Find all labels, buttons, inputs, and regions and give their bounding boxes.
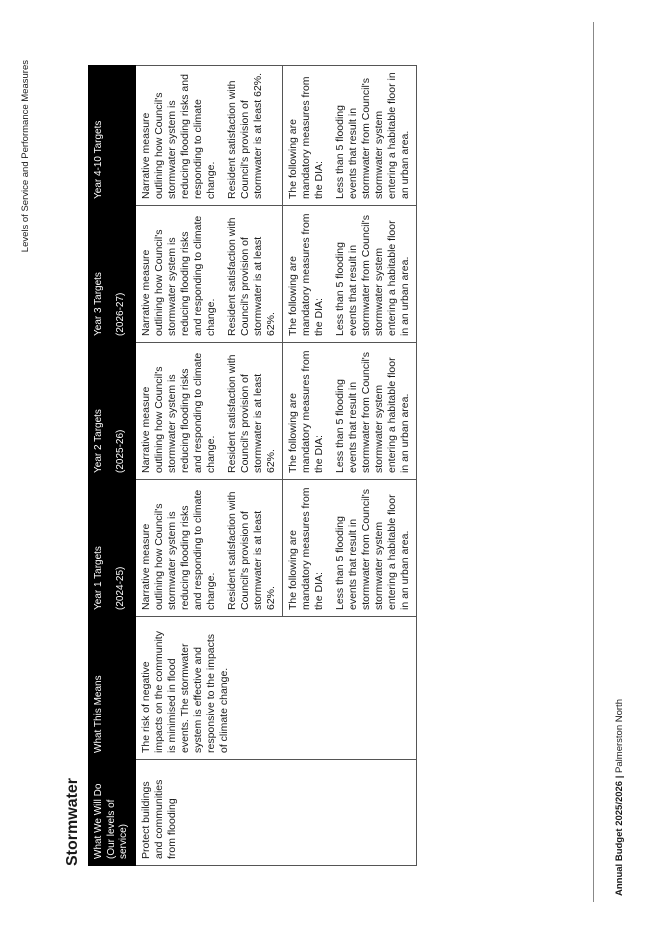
- target-dia-intro: The following are mandatory measures from the DIA:: [286, 350, 325, 473]
- footer-rule: [593, 22, 594, 902]
- target-flooding-events: Less than 5 flooding events that result in stormwater from Council's stormwater system entering a habitable floor in an urban area.: [333, 351, 411, 473]
- header-what-this-means: [89, 617, 136, 760]
- page-footer: [614, 699, 625, 896]
- header-year-1: [89, 480, 136, 617]
- target-narrative: Narrative measure outlining how Council's stormwater system is reducing flooding risks and responding to climate change.: [139, 74, 217, 199]
- target-flooding-events: Less than 5 flooding events that result in stormwater from Council's stormwater system entering a habitable floor in an urban area.: [333, 72, 411, 199]
- header-label: Year 4-10 Targets: [93, 120, 104, 199]
- target-satisfaction: Resident satisfaction with Council's provision of stormwater is at least 62%.: [225, 72, 264, 199]
- target-narrative: Narrative measure outlining how Council's stormwater system is reducing flooding risks and responding to climate change.: [139, 489, 217, 610]
- header-label: Year 3 Targets: [93, 272, 104, 336]
- year1-target-cell: [282, 480, 416, 617]
- service-text: Protect buildings and communities from flooding: [139, 779, 178, 859]
- page-header: Levels of Service and Performance Measures: [20, 60, 31, 253]
- header-year-3: [89, 206, 136, 343]
- target-flooding-events: Less than 5 flooding events that result in stormwater from Council's stormwater system entering a habitable floor in an urban area.: [333, 488, 411, 610]
- year4-10-target-cell: [135, 66, 282, 206]
- footer-organisation: Palmerston North: [614, 699, 625, 773]
- target-narrative: Narrative measure outlining how Council's stormwater system is reducing flooding risks and responding to climate change.: [139, 352, 217, 473]
- footer-separator: |: [614, 775, 625, 779]
- meaning-cell: [135, 617, 416, 760]
- header-year-2: [89, 343, 136, 480]
- header-label: What We Will Do (Our levels of service): [93, 783, 129, 859]
- section-title: Stormwater: [64, 777, 81, 866]
- year2-target-cell: [282, 343, 416, 480]
- table-row: [135, 66, 282, 866]
- target-satisfaction: Resident satisfaction with Council's provision of stormwater is at least 62%.: [225, 354, 277, 473]
- target-dia-intro: The following are mandatory measures from the DIA:: [286, 76, 325, 199]
- levels-of-service-table: [88, 65, 417, 866]
- year4-10-target-cell: [282, 66, 416, 206]
- year1-target-cell: [135, 480, 282, 617]
- header-what-we-will-do: [89, 760, 136, 866]
- target-dia-intro: The following are mandatory measures from the DIA:: [286, 487, 325, 610]
- target-narrative: Narrative measure outlining how Council's stormwater system is reducing flooding risks and responding to climate change.: [139, 215, 217, 336]
- target-satisfaction: Resident satisfaction with Council's provision of stormwater is at least 62%.: [225, 217, 277, 336]
- footer-document-title: Annual Budget 2025/2026: [614, 780, 625, 896]
- year2-target-cell: [135, 343, 282, 480]
- header-period: (2026-27): [114, 292, 126, 336]
- table-header-row: [89, 66, 136, 866]
- header-period: (2025-26): [114, 429, 126, 473]
- target-dia-intro: The following are mandatory measures from the DIA:: [286, 213, 325, 336]
- year3-target-cell: [282, 206, 416, 343]
- year3-target-cell: [135, 206, 282, 343]
- service-cell: [135, 760, 416, 866]
- header-period: (2024-25): [114, 566, 126, 610]
- header-label: What This Means: [93, 675, 104, 753]
- target-satisfaction: Resident satisfaction with Council's provision of stormwater is at least 62%.: [225, 491, 277, 610]
- meaning-text: The risk of negative impacts on the community is minimised in flood events. The stormwater system is effective and responsive to the impacts of climate change.: [139, 631, 230, 753]
- header-label: Year 1 Targets: [93, 546, 104, 610]
- target-flooding-events: Less than 5 flooding events that result in stormwater from Council's stormwater system entering a habitable floor in an urban area.: [333, 214, 411, 336]
- header-year-4-10: [89, 66, 136, 206]
- header-label: Year 2 Targets: [93, 409, 104, 473]
